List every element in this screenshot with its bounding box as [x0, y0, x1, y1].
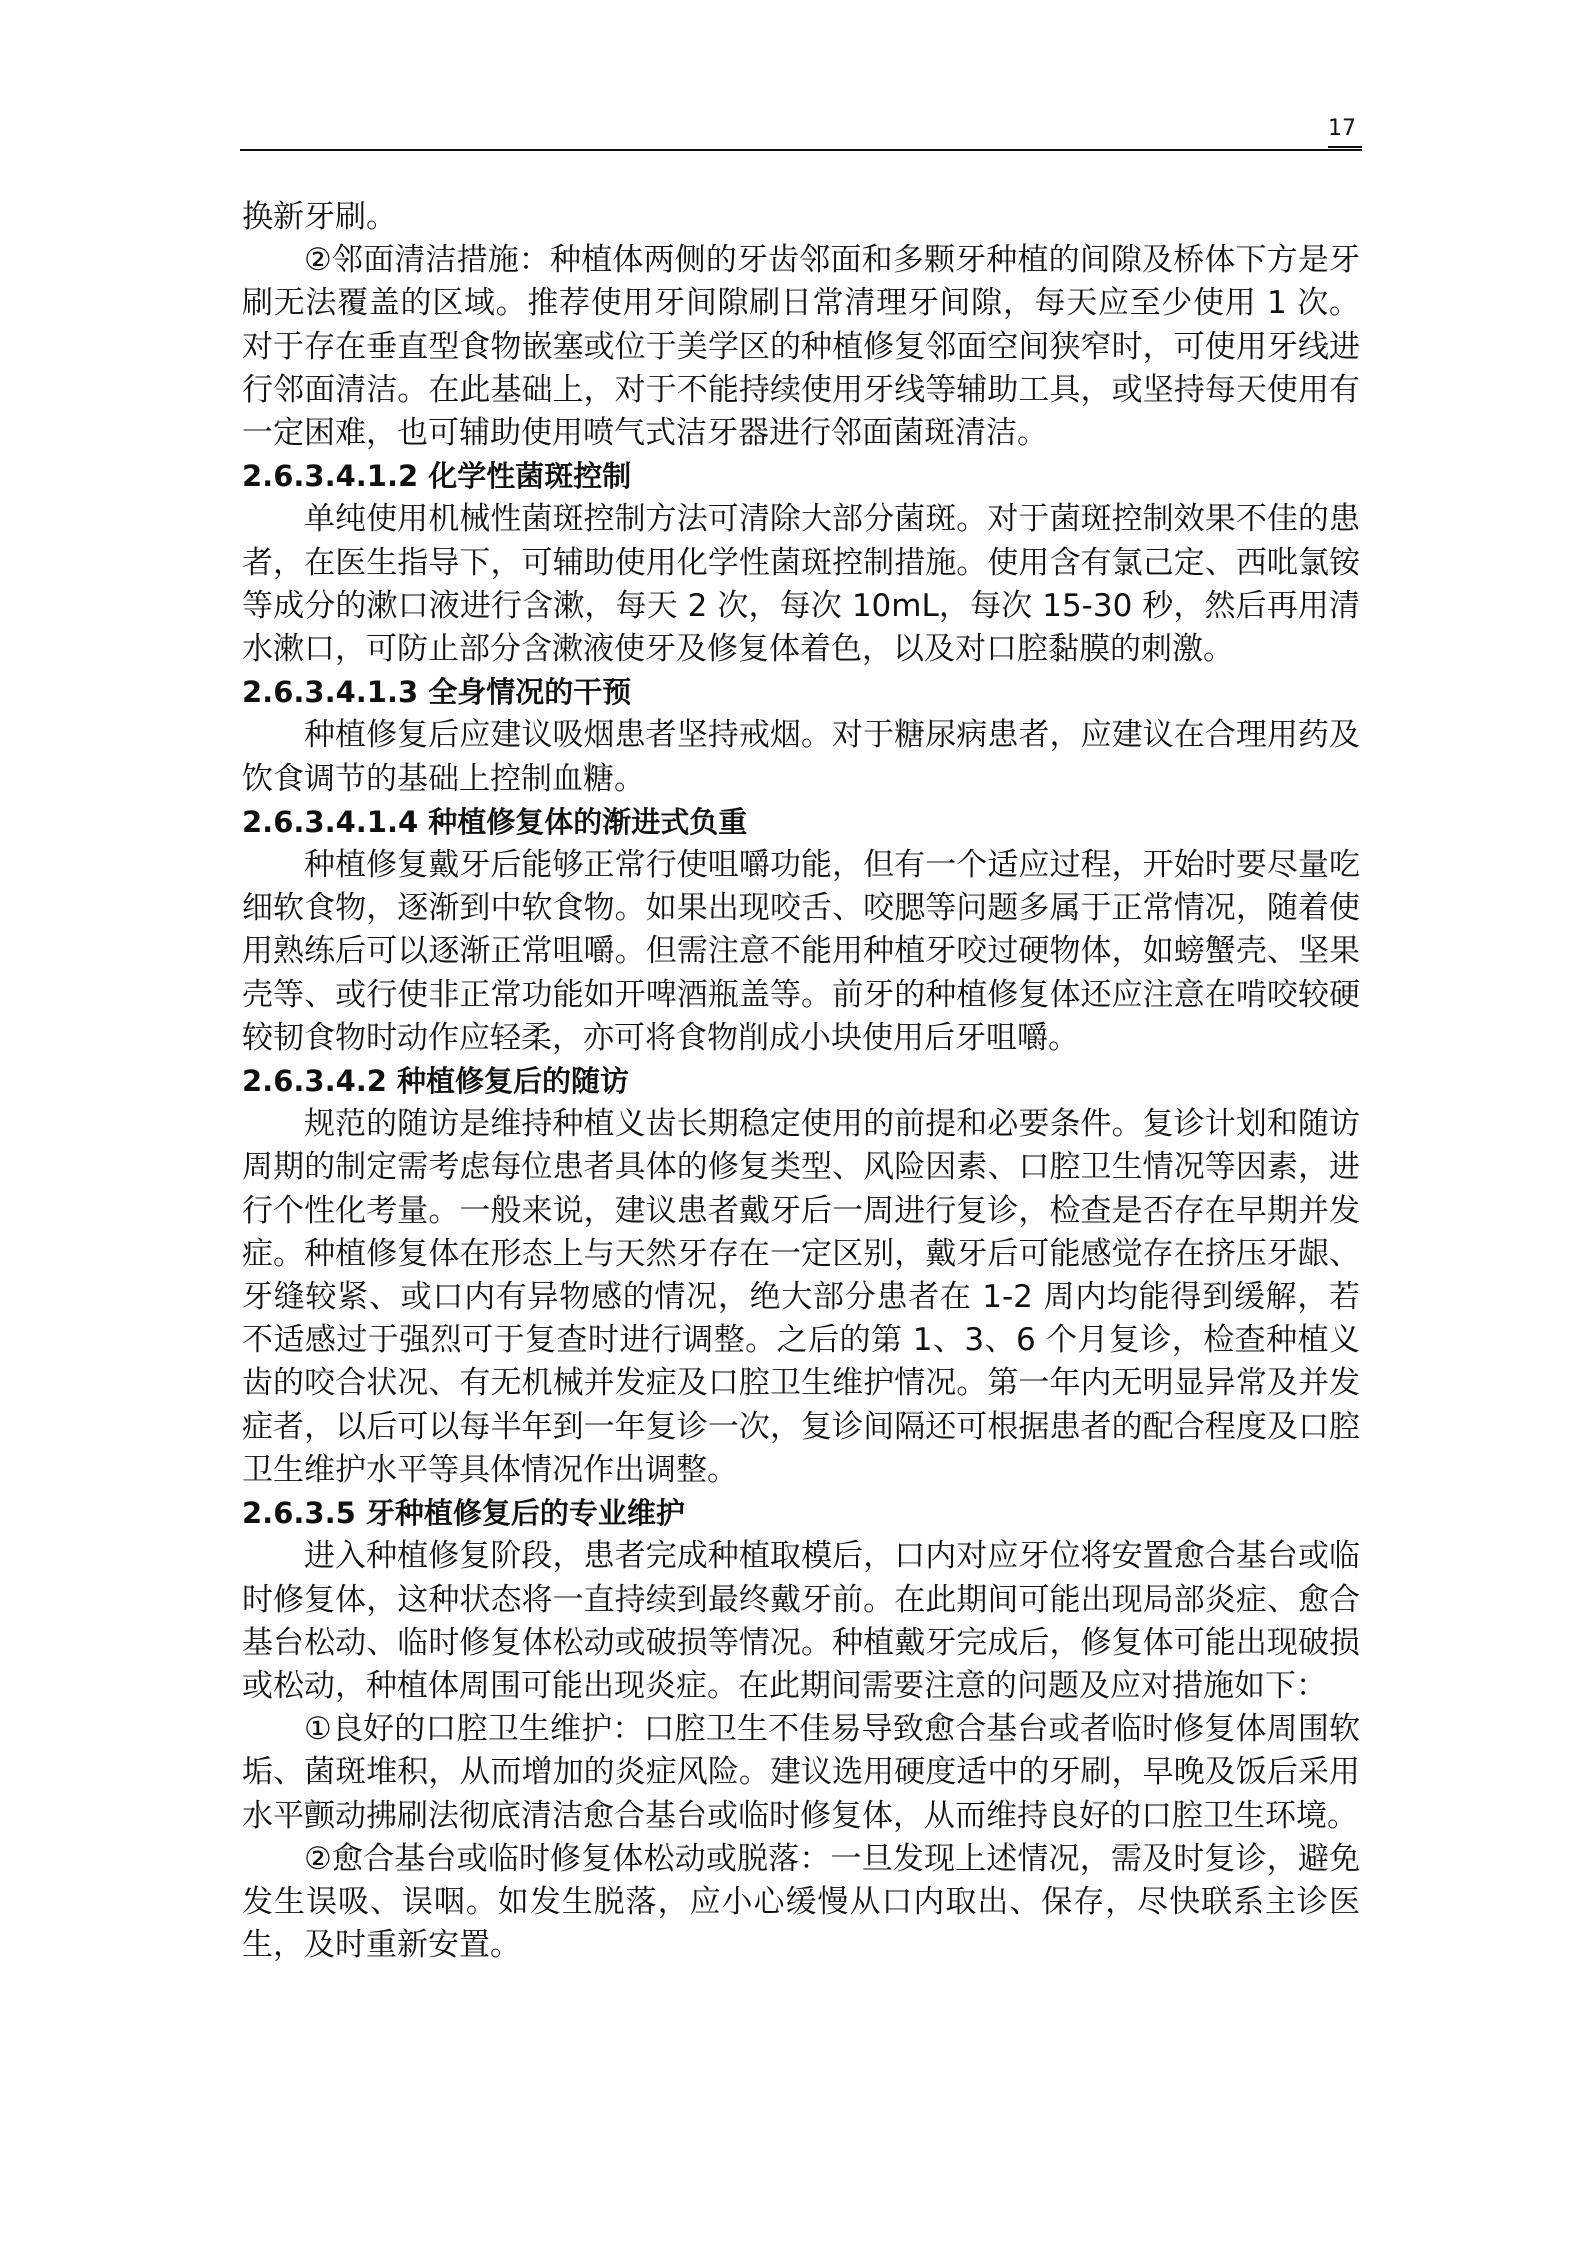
page-number-underline [1328, 146, 1362, 148]
paragraph: 规范的随访是维持种植义齿长期稳定使用的前提和必要条件。复诊计划和随访周期的制定需考虑每位患者具体的修复类型、风险因素、口腔卫生情况等因素，进行个性化考量。一般来说，建议患者戴牙后一周进行复诊，检查是否存在早期并发症。种植修复体在形态上与天然牙存在一定区别，戴牙后可能感觉存在挤压牙龈、牙缝较紧、或口内有异物感的情况，绝大部分患者在 1-2 周内均能得到缓解，若不适感过于强烈可于复查时进行调整。之后的第 1、3、6 个月复诊，检查种植义齿的咬合状况、有无机械并发症及口腔卫生维护情况。第一年内无明显异常及并发症者，以后可以每半年到一年复诊一次，复诊间隔还可根据患者的配合程度及口腔卫生维护水平等具体情况作出调整。 [242, 1106, 1360, 1488]
header-rule [240, 149, 1362, 151]
section-heading: 2.6.3.4.1.3 全身情况的干预 [242, 675, 632, 710]
paragraph: ②愈合基台或临时修复体松动或脱落：一旦发现上述情况，需及时复诊，避免发生误吸、误咽。如发生脱落，应小心缓慢从口内取出、保存，尽快联系主诊医生，及时重新安置。 [242, 1840, 1360, 1964]
section-heading: 2.6.3.4.1.2 化学性菌斑控制 [242, 459, 632, 494]
paragraph: ②邻面清洁措施：种植体两侧的牙齿邻面和多颗牙种植的间隙及桥体下方是牙刷无法覆盖的区域。推荐使用牙间隙刷日常清理牙间隙，每天应至少使用 1 次。对于存在垂直型食物嵌塞或位于美学区的种植修复邻面空间狭窄时，可使用牙线进行邻面清洁。在此基础上，对于不能持续使用牙线等辅助工具，或坚持每天使用有一定困难，也可辅助使用喷气式洁牙器进行邻面菌斑清洁。 [242, 242, 1360, 452]
paragraph: 换新牙刷。 [242, 199, 397, 235]
section-heading: 2.6.3.4.2 种植修复后的随访 [242, 1064, 630, 1099]
paragraph: 种植修复戴牙后能够正常行使咀嚼功能，但有一个适应过程，开始时要尽量吃细软食物，逐渐到中软食物。如果出现咬舌、咬腮等问题多属于正常情况，随着使用熟练后可以逐渐正常咀嚼。但需注意不能用种植牙咬过硬物体，如螃蟹壳、坚果壳等、或行使非正常功能如开啤酒瓶盖等。前牙的种植修复体还应注意在啃咬较硬较韧食物时动作应轻柔，亦可将食物削成小块使用后牙咀嚼。 [242, 847, 1360, 1056]
section-heading: 2.6.3.5 牙种植修复后的专业维护 [242, 1496, 685, 1531]
paragraph: 单纯使用机械性菌斑控制方法可清除大部分菌斑。对于菌斑控制效果不佳的患者，在医生指导下，可辅助使用化学性菌斑控制措施。使用含有氯己定、西吡氯铵等成分的漱口液进行含漱，每天 2 次，每次 10mL，每次 15-30 秒，然后再用清水漱口，可防止部分含漱液使牙及修复体着色，以及对口腔黏膜的刺激。 [242, 501, 1360, 668]
paragraph: 种植修复后应建议吸烟患者坚持戒烟。对于糖尿病患者，应建议在合理用药及饮食调节的基础上控制血糖。 [242, 717, 1360, 797]
page-number: 17 [1328, 116, 1356, 141]
paragraph: 进入种植修复阶段，患者完成种植取模后，口内对应牙位将安置愈合基台或临时修复体，这种状态将一直持续到最终戴牙前。在此期间可能出现局部炎症、愈合基台松动、临时修复体松动或破损等情况。种植戴牙完成后，修复体可能出现破损或松动，种植体周围可能出现炎症。在此期间需要注意的问题及应对措施如下： [242, 1538, 1360, 1704]
paragraph: ①良好的口腔卫生维护：口腔卫生不佳易导致愈合基台或者临时修复体周围软垢、菌斑堆积，从而增加的炎症风险。建议选用硬度适中的牙刷，早晚及饭后采用水平颤动拂刷法彻底清洁愈合基台或临时修复体，从而维持良好的口腔卫生环境。 [242, 1711, 1360, 1834]
document-body [242, 196, 1360, 1967]
section-heading: 2.6.3.4.1.4 种植修复体的渐进式负重 [242, 804, 748, 839]
